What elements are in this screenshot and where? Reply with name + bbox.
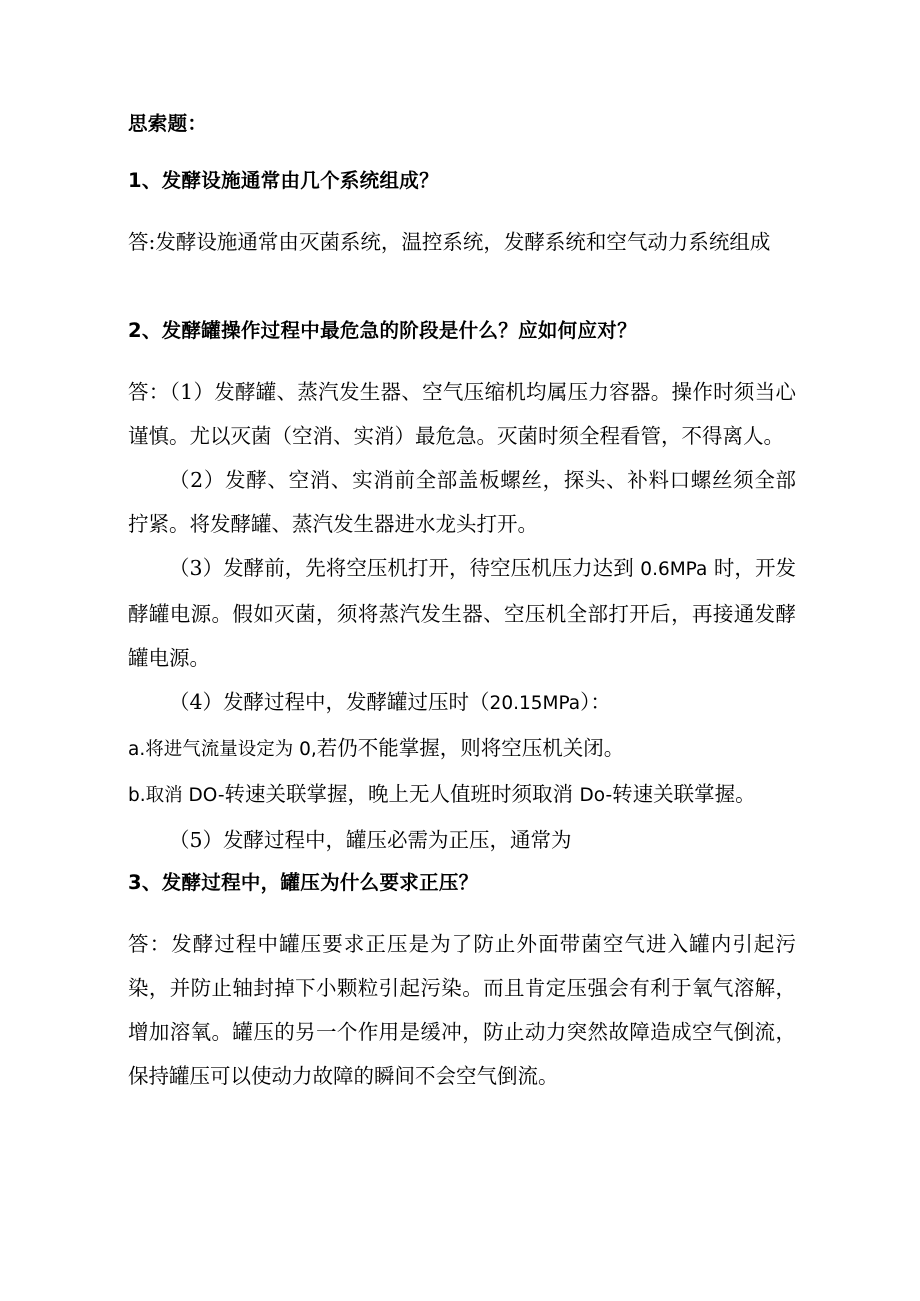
question-heading-1: 1、发酵设施通常由几个系统组成？ bbox=[128, 169, 439, 192]
answer-item-2-text: （2）发酵、空消、实消前全部盖板螺丝，探头、补料口螺丝须全部拧紧。将发酵罐、蒸汽发生器进水龙头打开。 bbox=[128, 468, 796, 536]
document-content bbox=[128, 104, 796, 1098]
pressure-value-06mpa: 0.6MPa bbox=[640, 559, 708, 580]
answer-item-4b-text-before: b.取消 bbox=[128, 785, 189, 806]
answer-text-2-intro: 答：（1）发酵罐、蒸汽发生器、空气压缩机均属压力容器。操作时须当心谨慎。尤以灭菌（空消、实消）最危急。灭菌时须全程看管，不得离人。 bbox=[128, 380, 796, 448]
answer-text-3: 答：发酵过程中罐压要求正压是为了防止外面带菌空气进入罐内引起污染，并防止轴封掉下小颗粒引起污染。而且肯定压强会有利于氧气溶解，增加溶氧。罐压的另一个作用是缓冲，防止动力突然故障造成空气倒流，保持罐压可以使动力故障的瞬间不会空气倒流。 bbox=[128, 932, 796, 1088]
answer-item-3-text-after: 时，开发酵罐电源。假如灭菌，须将蒸汽发生器、空压机全部打开后，再接通发酵罐电源。 bbox=[128, 556, 796, 670]
answer-item-4a-text-after: 若仍不能掌握，则将空压机关闭。 bbox=[316, 736, 625, 760]
do-label-uppercase: DO- bbox=[188, 785, 225, 806]
page-title: 思索题： bbox=[128, 112, 208, 135]
flow-value-zero: 0, bbox=[299, 739, 317, 760]
answer-item-5-text: （5）发酵过程中，罐压必需为正压，通常为 bbox=[169, 828, 572, 852]
answer-item-3-text-before: （3）发酵前，先将空压机打开，待空压机压力达到 bbox=[169, 556, 641, 580]
question-heading-3: 3、发酵过程中，罐压为什么要求正压？ bbox=[128, 871, 479, 894]
answer-item-3 bbox=[128, 546, 796, 680]
do-label-mixedcase: Do- bbox=[579, 785, 613, 806]
answer-item-4b-text-after: 转速关联掌握。 bbox=[612, 782, 756, 806]
spacer bbox=[128, 202, 796, 220]
spacer bbox=[128, 264, 796, 310]
answer-item-4b bbox=[128, 772, 796, 818]
pressure-value-2015mpa: 20.15MPa bbox=[489, 693, 581, 714]
answer-item-4-text-before: （4）发酵过程中，发酵罐过压时（ bbox=[169, 690, 490, 714]
answer-item-2 bbox=[128, 458, 796, 546]
answer-item-4a bbox=[128, 726, 796, 772]
answer-item-4b-text-middle: 转速关联掌握，晚上无人值班时须取消 bbox=[224, 782, 580, 806]
answer-item-4 bbox=[128, 680, 796, 726]
spacer bbox=[128, 352, 796, 370]
spacer bbox=[128, 904, 796, 922]
answer-item-4-text-after: ）： bbox=[580, 690, 611, 714]
question-heading-2: 2、发酵罐操作过程中最危急的阶段是什么？应如何应对？ bbox=[128, 319, 637, 342]
answer-item-4a-text-before: a.将进气流量设定为 bbox=[128, 739, 300, 760]
answer-item-5 bbox=[128, 818, 796, 862]
answer-text-1: 答:发酵设施通常由灭菌系统，温控系统，发酵系统和空气动力系统组成 bbox=[128, 230, 771, 254]
